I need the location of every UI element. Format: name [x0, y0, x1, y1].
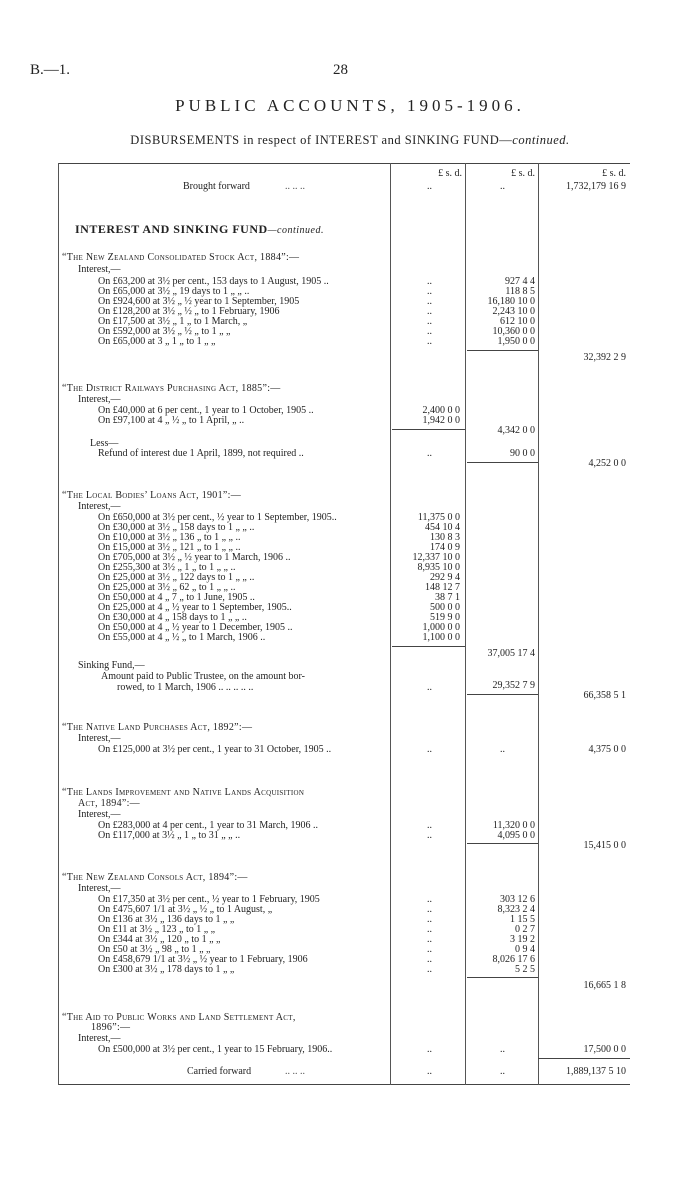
- carried-forward-col1: ..: [427, 1066, 432, 1077]
- list-item-col1: 292 9 4: [430, 572, 460, 583]
- list-item-col1: ..: [427, 336, 432, 347]
- brought-forward-label: Brought forward: [183, 181, 250, 192]
- document-reference: B.—1.: [30, 62, 71, 78]
- act-1892-col1: ..: [427, 744, 432, 755]
- carried-forward-top-rule: [538, 1058, 630, 1059]
- subtitle-continued: continued.: [512, 133, 570, 147]
- list-item-col1: ..: [427, 276, 432, 287]
- list-item-col1: ..: [427, 830, 432, 841]
- subtitle-main: DISBURSEMENTS in respect of INTEREST and SINKING FUND—: [130, 133, 513, 147]
- list-item-col2: 11,320 0 0: [492, 820, 535, 831]
- list-item: On £55,000 at 4 „ ½ „ to 1 March, 1906 ..: [98, 632, 266, 643]
- act-1894b-interest-label: Interest,—: [78, 883, 121, 894]
- list-item-col2: 612 10 0: [500, 316, 535, 327]
- col2-divider: [465, 163, 466, 1085]
- list-item-col1: ..: [427, 944, 432, 955]
- list-item: On £128,200 at 3½ „ ½ „ to 1 February, 1906: [98, 306, 280, 317]
- act-1892-interest-label: Interest,—: [78, 733, 121, 744]
- list-item-col1: 519 9 0: [430, 612, 460, 623]
- act-1896-title-line2: 1896”:—: [91, 1022, 131, 1033]
- list-item: On £300 at 3½ „ 178 days to 1 „ „: [98, 964, 235, 975]
- act-1885-title: “The District Railways Purchasing Act, 1885”:—: [62, 383, 281, 394]
- act-1892-total: 4,375 0 0: [588, 744, 626, 755]
- list-item-col1: 174 0 9: [430, 542, 460, 553]
- act-1885-col1-rule: [392, 429, 465, 430]
- section-heading: [75, 222, 324, 238]
- list-item: On £255,300 at 3½ „ 1 „ to 1 „ „ ..: [98, 562, 236, 573]
- act-1894a-title-line1: “The Lands Improvement and Native Lands Acquisition: [62, 787, 305, 798]
- list-item-col1: 500 0 0: [430, 602, 460, 613]
- list-item-col2: 16,180 10 0: [487, 296, 535, 307]
- list-item-col2: 10,360 0 0: [492, 326, 535, 337]
- list-item-col2: 5 2 5: [515, 964, 535, 975]
- list-item-col1: ..: [427, 914, 432, 925]
- act-1894a-interest-label: Interest,—: [78, 809, 121, 820]
- section-heading-continued: —continued.: [267, 225, 324, 236]
- act-1894b-total: 16,665 1 8: [583, 980, 626, 991]
- list-item-col2: 1 15 5: [510, 914, 535, 925]
- carried-forward-dots: .. .. ..: [285, 1066, 305, 1077]
- list-item-col2: 303 12 6: [500, 894, 535, 905]
- list-item-col1: ..: [427, 316, 432, 327]
- act-1894b-rule: [467, 977, 538, 978]
- act-1885-interest-label: Interest,—: [78, 394, 121, 405]
- col2-heading: £ s. d.: [511, 168, 535, 179]
- list-item-col1: ..: [427, 954, 432, 965]
- list-item-col1: ..: [427, 296, 432, 307]
- section-heading-main: INTEREST AND SINKING FUND: [75, 222, 268, 236]
- page-title: PUBLIC ACCOUNTS, 1905-1906.: [175, 96, 525, 115]
- list-item: On £10,000 at 3½ „ 136 „ to 1 „ „ ..: [98, 532, 241, 543]
- act-1901-total: 66,358 5 1: [583, 690, 626, 701]
- act-1894a-rule: [467, 843, 538, 844]
- act-1885-refund: Refund of interest due 1 April, 1899, not required ..: [98, 448, 304, 459]
- list-item: On £11 at 3½ „ 123 „ to 1 „ „: [98, 924, 216, 935]
- list-item: On £65,000 at 3 „ 1 „ to 1 „ „: [98, 336, 216, 347]
- list-item-col1: ..: [427, 904, 432, 915]
- list-item-col2: 4,095 0 0: [497, 830, 535, 841]
- act-1884-title: “The New Zealand Consolidated Stock Act, 1884”:—: [62, 252, 300, 263]
- act-1884-total: 32,392 2 9: [583, 352, 626, 363]
- list-item-col1: ..: [427, 326, 432, 337]
- act-1896-col1: ..: [427, 1044, 432, 1055]
- list-item-col1: 1,100 0 0: [422, 632, 460, 643]
- act-1896-line: On £500,000 at 3½ per cent., 1 year to 15 February, 1906..: [98, 1044, 333, 1055]
- table-left-border: [58, 163, 59, 1085]
- list-item: On £15,000 at 3½ „ 121 „ to 1 „ „ ..: [98, 542, 241, 553]
- act-1884-rule: [467, 350, 538, 351]
- list-item: On £25,000 at 3½ „ 62 „ to 1 „ „ ..: [98, 582, 236, 593]
- list-item-col1: 2,400 0 0: [422, 405, 460, 416]
- act-1892-title: “The Native Land Purchases Act, 1892”:—: [62, 722, 253, 733]
- act-1896-total: 17,500 0 0: [583, 1044, 626, 1055]
- list-item: On £283,000 at 4 per cent., 1 year to 31 March, 1906 ..: [98, 820, 318, 831]
- act-1901-col1-rule: [392, 646, 465, 647]
- list-item-col1: ..: [427, 306, 432, 317]
- act-1901-sinking-label: Sinking Fund,—: [78, 660, 145, 671]
- act-1894b-title: “The New Zealand Consols Act, 1894”:—: [62, 872, 248, 883]
- list-item: On £50 at 3½ „ 98 „ to 1 „ „: [98, 944, 211, 955]
- page-number: 28: [333, 62, 348, 78]
- list-item-col1: ..: [427, 286, 432, 297]
- list-item-col1: ..: [427, 894, 432, 905]
- col3-heading: £ s. d.: [602, 168, 626, 179]
- list-item-col2: 1,950 0 0: [497, 336, 535, 347]
- act-1896-title-line1: “The Aid to Public Works and Land Settlement Act,: [62, 1012, 296, 1023]
- list-item-col1: 12,337 10 0: [412, 552, 460, 563]
- list-item-col1: 11,375 0 0: [417, 512, 460, 523]
- list-item: On £30,000 at 3½ „ 158 days to 1 „ „ ..: [98, 522, 255, 533]
- list-item: On £50,000 at 4 „ 7 „ to 1 June, 1905 ..: [98, 592, 255, 603]
- list-item-col2: 0 9 4: [515, 944, 535, 955]
- act-1901-sinking-col1: ..: [427, 682, 432, 693]
- list-item: On £458,679 1/1 at 3½ „ ½ year to 1 February, 1906: [98, 954, 308, 965]
- page-subtitle: [0, 133, 700, 148]
- act-1896-interest-label: Interest,—: [78, 1033, 121, 1044]
- list-item-col1: 130 8 3: [430, 532, 460, 543]
- list-item: On £63,200 at 3½ per cent., 153 days to 1 August, 1905 ..: [98, 276, 329, 287]
- list-item-col2: 2,243 10 0: [492, 306, 535, 317]
- list-item-col2: 927 4 4: [505, 276, 535, 287]
- list-item: On £475,607 1/1 at 3½ „ ½ „ to 1 August, „: [98, 904, 273, 915]
- list-item: On £65,000 at 3½ „ 19 days to 1 „ „ ..: [98, 286, 250, 297]
- carried-forward-col2: ..: [500, 1066, 505, 1077]
- list-item-col1: 1,000 0 0: [422, 622, 460, 633]
- list-item: On £136 at 3½ „ 136 days to 1 „ „: [98, 914, 235, 925]
- list-item-col1: ..: [427, 934, 432, 945]
- list-item-col1: 148 12 7: [425, 582, 460, 593]
- act-1901-title: “The Local Bodies’ Loans Act, 1901”:—: [62, 490, 242, 501]
- list-item: On £344 at 3½ „ 120 „ to 1 „ „: [98, 934, 221, 945]
- list-item: On £705,000 at 3½ „ ½ year to 1 March, 1906 ..: [98, 552, 291, 563]
- act-1885-less-label: Less—: [90, 438, 119, 449]
- list-item: On £97,100 at 4 „ ½ „ to 1 April, „ ..: [98, 415, 245, 426]
- list-item-col1: 38 7 1: [435, 592, 460, 603]
- list-item-col1: 454 10 4: [425, 522, 460, 533]
- act-1892-line: On £125,000 at 3½ per cent., 1 year to 31 October, 1905 ..: [98, 744, 332, 755]
- list-item: On £17,350 at 3½ per cent., ½ year to 1 February, 1905: [98, 894, 320, 905]
- act-1896-col2: ..: [500, 1044, 505, 1055]
- list-item: On £650,000 at 3½ per cent., ½ year to 1 September, 1905..: [98, 512, 337, 523]
- act-1884-interest-label: Interest,—: [78, 264, 121, 275]
- brought-forward-col1: ..: [427, 181, 432, 192]
- act-1901-sinking-line2: rowed, to 1 March, 1906 .. .. .. .. ..: [117, 682, 254, 693]
- act-1892-col2: ..: [500, 744, 505, 755]
- list-item: On £592,000 at 3½ „ ½ „ to 1 „ „: [98, 326, 231, 337]
- list-item-col1: 8,935 10 0: [417, 562, 460, 573]
- brought-forward-dots: .. .. ..: [285, 181, 305, 192]
- list-item: On £30,000 at 4 „ 158 days to 1 „ „ ..: [98, 612, 247, 623]
- col3-divider: [538, 163, 539, 1085]
- act-1885-rule: [467, 462, 538, 463]
- list-item: On £117,000 at 3½ „ 1 „ to 31 „ „ ..: [98, 830, 241, 841]
- act-1901-interest-label: Interest,—: [78, 501, 121, 512]
- act-1894a-total: 15,415 0 0: [583, 840, 626, 851]
- col1-heading: £ s. d.: [438, 168, 462, 179]
- list-item: On £924,600 at 3½ „ ½ year to 1 September, 1905: [98, 296, 300, 307]
- list-item: On £40,000 at 6 per cent., 1 year to 1 October, 1905 ..: [98, 405, 314, 416]
- act-1901-interest-total: 37,005 17 4: [487, 648, 535, 659]
- list-item: On £17,500 at 3½ „ 1 „ to 1 March, „: [98, 316, 248, 327]
- brought-forward-col3: 1,732,179 16 9: [566, 181, 626, 192]
- list-item-col1: ..: [427, 820, 432, 831]
- list-item-col2: 8,323 2 4: [497, 904, 535, 915]
- act-1901-rule: [467, 694, 538, 695]
- act-1894a-title-line2: Act, 1894”:—: [78, 798, 140, 809]
- act-1901-sinking-line1: Amount paid to Public Trustee, on the amount bor-: [101, 671, 305, 682]
- list-item-col2: 8,026 17 6: [492, 954, 535, 965]
- col1-divider: [390, 163, 391, 1085]
- carried-forward-label: Carried forward: [187, 1066, 252, 1077]
- act-1885-subtotal: 4,342 0 0: [497, 425, 535, 436]
- list-item: On £25,000 at 4 „ ½ year to 1 September, 1905..: [98, 602, 292, 613]
- list-item-col1: 1,942 0 0: [422, 415, 460, 426]
- list-item: On £25,000 at 3½ „ 122 days to 1 „ „ ..: [98, 572, 255, 583]
- carried-forward-total: 1,889,137 5 10: [566, 1066, 626, 1077]
- list-item-col1: ..: [427, 924, 432, 935]
- list-item: On £50,000 at 4 „ ½ year to 1 December, 1905 ..: [98, 622, 293, 633]
- act-1885-refund-col2: 90 0 0: [510, 448, 535, 459]
- list-item-col2: 3 19 2: [510, 934, 535, 945]
- act-1901-sinking-col2: 29,352 7 9: [492, 680, 535, 691]
- list-item-col1: ..: [427, 964, 432, 975]
- brought-forward-col2: ..: [500, 181, 505, 192]
- act-1885-total: 4,252 0 0: [588, 458, 626, 469]
- list-item-col2: 118 8 5: [505, 286, 535, 297]
- act-1885-refund-col1: ..: [427, 448, 432, 459]
- list-item-col2: 0 2 7: [515, 924, 535, 935]
